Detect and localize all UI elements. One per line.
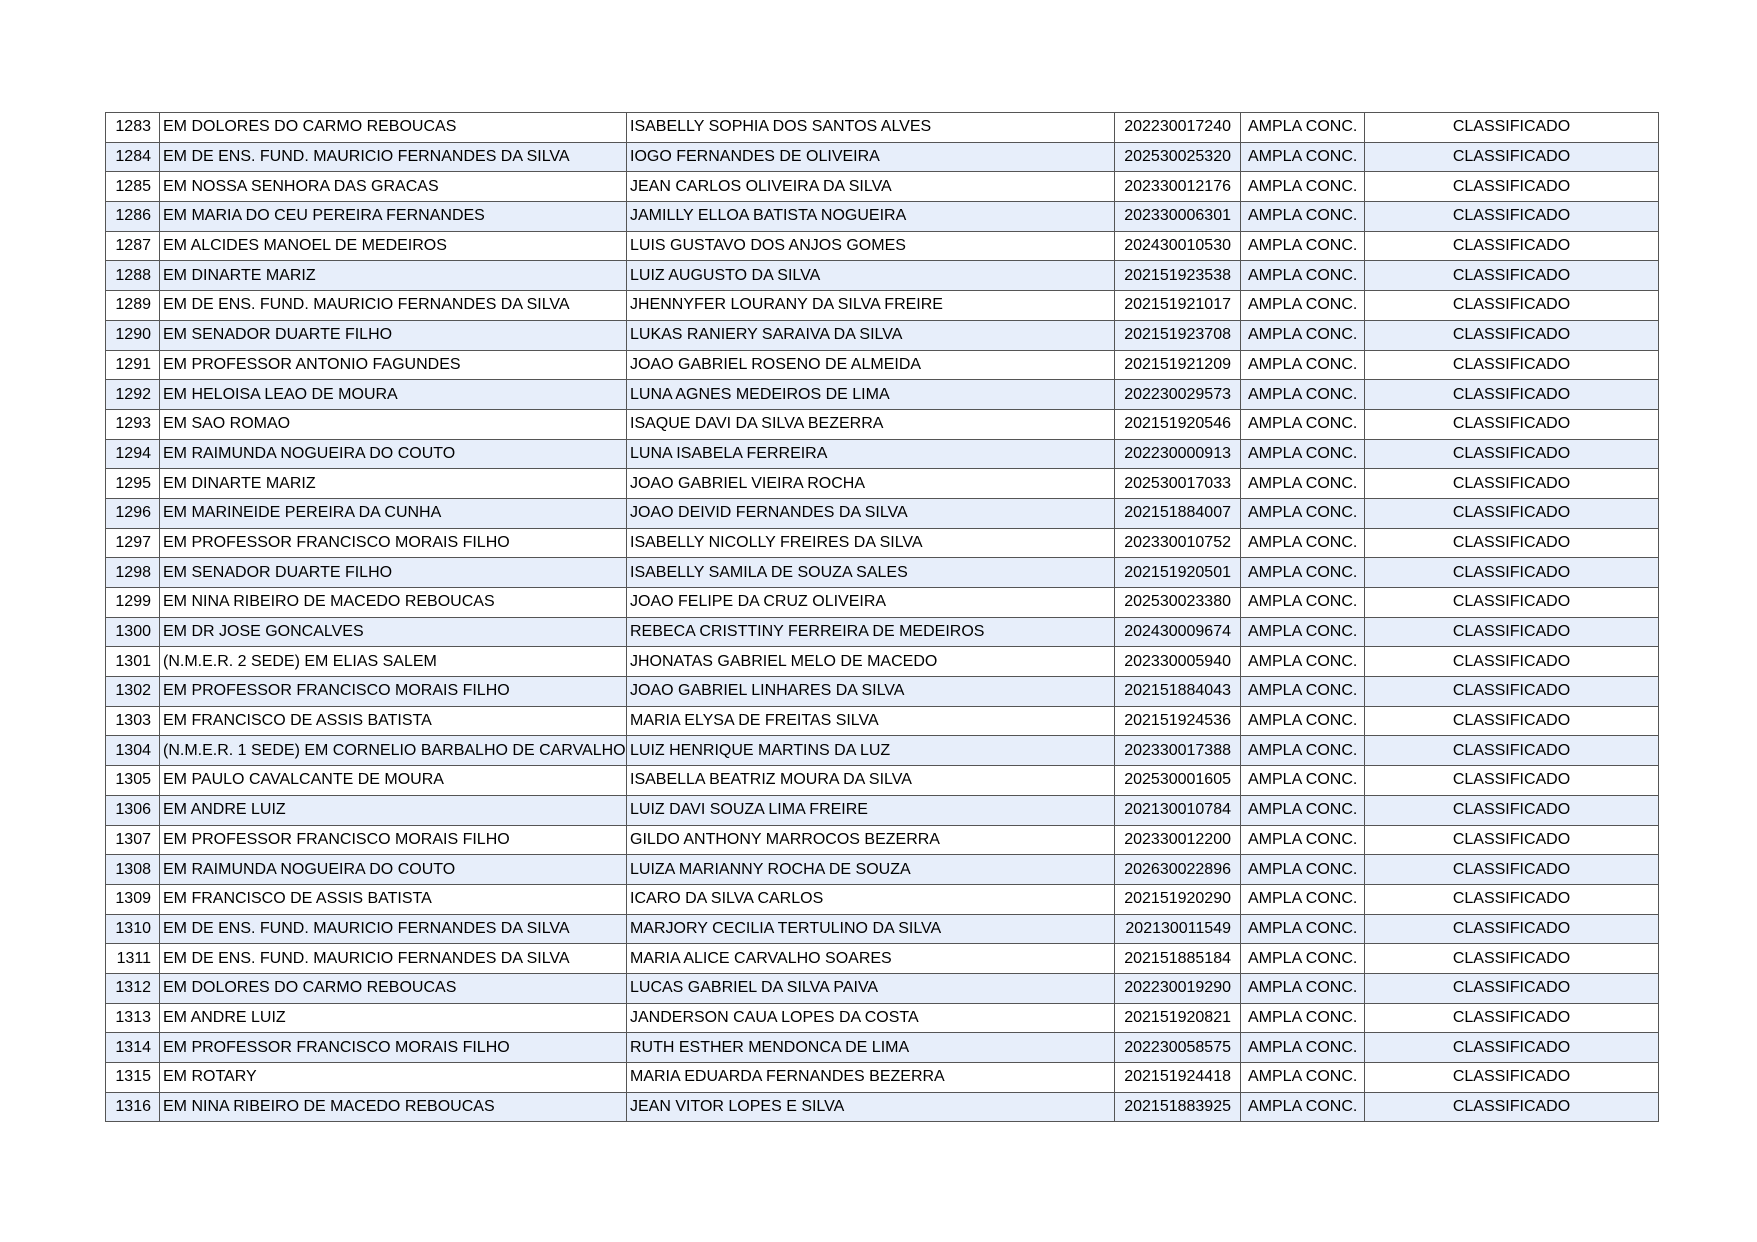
status: CLASSIFICADO xyxy=(1365,677,1659,707)
school-name: EM ANDRE LUIZ xyxy=(160,1003,627,1033)
student-name: MARJORY CECILIA TERTULINO DA SILVA xyxy=(627,914,1115,944)
status: CLASSIFICADO xyxy=(1365,291,1659,321)
student-name: MARIA ALICE CARVALHO SOARES xyxy=(627,944,1115,974)
row-number: 1295 xyxy=(106,469,160,499)
row-number: 1308 xyxy=(106,855,160,885)
status: CLASSIFICADO xyxy=(1365,1063,1659,1093)
registration-number: 202230019290 xyxy=(1115,973,1241,1003)
competition-type: AMPLA CONC. xyxy=(1241,498,1365,528)
competition-type: AMPLA CONC. xyxy=(1241,944,1365,974)
row-number: 1301 xyxy=(106,647,160,677)
registration-number: 202630022896 xyxy=(1115,855,1241,885)
school-name: EM NOSSA SENHORA DAS GRACAS xyxy=(160,172,627,202)
status: CLASSIFICADO xyxy=(1365,825,1659,855)
school-name: (N.M.E.R. 1 SEDE) EM CORNELIO BARBALHO DE CARVALHO xyxy=(160,736,627,766)
registration-number: 202151920290 xyxy=(1115,884,1241,914)
student-name: JEAN VITOR LOPES E SILVA xyxy=(627,1092,1115,1122)
registration-number: 202151883925 xyxy=(1115,1092,1241,1122)
school-name: EM PROFESSOR ANTONIO FAGUNDES xyxy=(160,350,627,380)
student-name: RUTH ESTHER MENDONCA DE LIMA xyxy=(627,1033,1115,1063)
school-name: EM NINA RIBEIRO DE MACEDO REBOUCAS xyxy=(160,1092,627,1122)
row-number: 1304 xyxy=(106,736,160,766)
status: CLASSIFICADO xyxy=(1365,498,1659,528)
registration-number: 202330006301 xyxy=(1115,202,1241,232)
competition-type: AMPLA CONC. xyxy=(1241,320,1365,350)
registration-number: 202430009674 xyxy=(1115,617,1241,647)
table-row xyxy=(106,202,1659,232)
row-number: 1289 xyxy=(106,291,160,321)
registration-number: 202530025320 xyxy=(1115,142,1241,172)
status: CLASSIFICADO xyxy=(1365,617,1659,647)
student-name: JOAO GABRIEL VIEIRA ROCHA xyxy=(627,469,1115,499)
registration-number: 202151921017 xyxy=(1115,291,1241,321)
student-name: ICARO DA SILVA CARLOS xyxy=(627,884,1115,914)
registration-number: 202530023380 xyxy=(1115,588,1241,618)
competition-type: AMPLA CONC. xyxy=(1241,588,1365,618)
table-row xyxy=(106,113,1659,143)
student-name: LUKAS RANIERY SARAIVA DA SILVA xyxy=(627,320,1115,350)
competition-type: AMPLA CONC. xyxy=(1241,914,1365,944)
status: CLASSIFICADO xyxy=(1365,706,1659,736)
row-number: 1294 xyxy=(106,439,160,469)
student-name: JOAO GABRIEL LINHARES DA SILVA xyxy=(627,677,1115,707)
student-name: ISAQUE DAVI DA SILVA BEZERRA xyxy=(627,409,1115,439)
student-name: LUIZ AUGUSTO DA SILVA xyxy=(627,261,1115,291)
table-row xyxy=(106,469,1659,499)
row-number: 1296 xyxy=(106,498,160,528)
student-name: LUCAS GABRIEL DA SILVA PAIVA xyxy=(627,973,1115,1003)
status: CLASSIFICADO xyxy=(1365,973,1659,1003)
competition-type: AMPLA CONC. xyxy=(1241,409,1365,439)
school-name: EM ANDRE LUIZ xyxy=(160,795,627,825)
school-name: EM FRANCISCO DE ASSIS BATISTA xyxy=(160,884,627,914)
student-name: LUNA AGNES MEDEIROS DE LIMA xyxy=(627,380,1115,410)
table-row xyxy=(106,766,1659,796)
school-name: EM PROFESSOR FRANCISCO MORAIS FILHO xyxy=(160,677,627,707)
competition-type: AMPLA CONC. xyxy=(1241,291,1365,321)
student-name: JOAO FELIPE DA CRUZ OLIVEIRA xyxy=(627,588,1115,618)
status: CLASSIFICADO xyxy=(1365,766,1659,796)
table-row xyxy=(106,498,1659,528)
status: CLASSIFICADO xyxy=(1365,795,1659,825)
table-row xyxy=(106,1092,1659,1122)
row-number: 1288 xyxy=(106,261,160,291)
row-number: 1284 xyxy=(106,142,160,172)
table-row xyxy=(106,291,1659,321)
student-name: GILDO ANTHONY MARROCOS BEZERRA xyxy=(627,825,1115,855)
school-name: EM DOLORES DO CARMO REBOUCAS xyxy=(160,113,627,143)
competition-type: AMPLA CONC. xyxy=(1241,855,1365,885)
school-name: EM PAULO CAVALCANTE DE MOURA xyxy=(160,766,627,796)
status: CLASSIFICADO xyxy=(1365,202,1659,232)
row-number: 1302 xyxy=(106,677,160,707)
student-name: JEAN CARLOS OLIVEIRA DA SILVA xyxy=(627,172,1115,202)
table-row xyxy=(106,588,1659,618)
competition-type: AMPLA CONC. xyxy=(1241,1063,1365,1093)
table-row xyxy=(106,884,1659,914)
student-name: ISABELLY SOPHIA DOS SANTOS ALVES xyxy=(627,113,1115,143)
school-name: EM DINARTE MARIZ xyxy=(160,469,627,499)
student-name: JANDERSON CAUA LOPES DA COSTA xyxy=(627,1003,1115,1033)
row-number: 1310 xyxy=(106,914,160,944)
competition-type: AMPLA CONC. xyxy=(1241,439,1365,469)
table-row xyxy=(106,439,1659,469)
registration-number: 202151924536 xyxy=(1115,706,1241,736)
student-name: ISABELLA BEATRIZ MOURA DA SILVA xyxy=(627,766,1115,796)
status: CLASSIFICADO xyxy=(1365,261,1659,291)
competition-type: AMPLA CONC. xyxy=(1241,1033,1365,1063)
table-row xyxy=(106,736,1659,766)
school-name: EM DE ENS. FUND. MAURICIO FERNANDES DA SILVA xyxy=(160,291,627,321)
student-name: MARIA EDUARDA FERNANDES BEZERRA xyxy=(627,1063,1115,1093)
table-row xyxy=(106,1003,1659,1033)
school-name: (N.M.E.R. 2 SEDE) EM ELIAS SALEM xyxy=(160,647,627,677)
student-name: ISABELLY SAMILA DE SOUZA SALES xyxy=(627,558,1115,588)
status: CLASSIFICADO xyxy=(1365,1092,1659,1122)
status: CLASSIFICADO xyxy=(1365,320,1659,350)
school-name: EM DOLORES DO CARMO REBOUCAS xyxy=(160,973,627,1003)
school-name: EM SENADOR DUARTE FILHO xyxy=(160,320,627,350)
table-row xyxy=(106,914,1659,944)
competition-type: AMPLA CONC. xyxy=(1241,231,1365,261)
school-name: EM PROFESSOR FRANCISCO MORAIS FILHO xyxy=(160,528,627,558)
row-number: 1293 xyxy=(106,409,160,439)
table-row xyxy=(106,320,1659,350)
status: CLASSIFICADO xyxy=(1365,1003,1659,1033)
row-number: 1297 xyxy=(106,528,160,558)
status: CLASSIFICADO xyxy=(1365,231,1659,261)
row-number: 1315 xyxy=(106,1063,160,1093)
table-row xyxy=(106,172,1659,202)
status: CLASSIFICADO xyxy=(1365,409,1659,439)
row-number: 1283 xyxy=(106,113,160,143)
competition-type: AMPLA CONC. xyxy=(1241,617,1365,647)
table-row xyxy=(106,677,1659,707)
school-name: EM FRANCISCO DE ASSIS BATISTA xyxy=(160,706,627,736)
row-number: 1287 xyxy=(106,231,160,261)
registration-number: 202151884043 xyxy=(1115,677,1241,707)
table-row xyxy=(106,647,1659,677)
registration-number: 202151920546 xyxy=(1115,409,1241,439)
table-row xyxy=(106,350,1659,380)
student-name: JOAO GABRIEL ROSENO DE ALMEIDA xyxy=(627,350,1115,380)
registration-number: 202151923708 xyxy=(1115,320,1241,350)
competition-type: AMPLA CONC. xyxy=(1241,1092,1365,1122)
competition-type: AMPLA CONC. xyxy=(1241,884,1365,914)
competition-type: AMPLA CONC. xyxy=(1241,172,1365,202)
row-number: 1312 xyxy=(106,973,160,1003)
table-row xyxy=(106,142,1659,172)
competition-type: AMPLA CONC. xyxy=(1241,677,1365,707)
student-name: JOAO DEIVID FERNANDES DA SILVA xyxy=(627,498,1115,528)
status: CLASSIFICADO xyxy=(1365,588,1659,618)
competition-type: AMPLA CONC. xyxy=(1241,647,1365,677)
table-row xyxy=(106,795,1659,825)
row-number: 1316 xyxy=(106,1092,160,1122)
school-name: EM DR JOSE GONCALVES xyxy=(160,617,627,647)
school-name: EM MARINEIDE PEREIRA DA CUNHA xyxy=(160,498,627,528)
school-name: EM PROFESSOR FRANCISCO MORAIS FILHO xyxy=(160,825,627,855)
student-name: LUIZ HENRIQUE MARTINS DA LUZ xyxy=(627,736,1115,766)
competition-type: AMPLA CONC. xyxy=(1241,706,1365,736)
school-name: EM DINARTE MARIZ xyxy=(160,261,627,291)
school-name: EM HELOISA LEAO DE MOURA xyxy=(160,380,627,410)
student-name: LUNA ISABELA FERREIRA xyxy=(627,439,1115,469)
table-row xyxy=(106,380,1659,410)
student-name: ISABELLY NICOLLY FREIRES DA SILVA xyxy=(627,528,1115,558)
status: CLASSIFICADO xyxy=(1365,944,1659,974)
registration-number: 202330005940 xyxy=(1115,647,1241,677)
school-name: EM DE ENS. FUND. MAURICIO FERNANDES DA SILVA xyxy=(160,142,627,172)
school-name: EM ALCIDES MANOEL DE MEDEIROS xyxy=(160,231,627,261)
table-row xyxy=(106,231,1659,261)
row-number: 1300 xyxy=(106,617,160,647)
status: CLASSIFICADO xyxy=(1365,914,1659,944)
table-row xyxy=(106,855,1659,885)
row-number: 1305 xyxy=(106,766,160,796)
status: CLASSIFICADO xyxy=(1365,884,1659,914)
school-name: EM RAIMUNDA NOGUEIRA DO COUTO xyxy=(160,855,627,885)
status: CLASSIFICADO xyxy=(1365,528,1659,558)
table-row xyxy=(106,825,1659,855)
school-name: EM SAO ROMAO xyxy=(160,409,627,439)
school-name: EM DE ENS. FUND. MAURICIO FERNANDES DA SILVA xyxy=(160,944,627,974)
row-number: 1313 xyxy=(106,1003,160,1033)
student-name: JAMILLY ELLOA BATISTA NOGUEIRA xyxy=(627,202,1115,232)
status: CLASSIFICADO xyxy=(1365,736,1659,766)
registration-number: 202151921209 xyxy=(1115,350,1241,380)
status: CLASSIFICADO xyxy=(1365,439,1659,469)
student-name: REBECA CRISTTINY FERREIRA DE MEDEIROS xyxy=(627,617,1115,647)
row-number: 1306 xyxy=(106,795,160,825)
registration-number: 202530017033 xyxy=(1115,469,1241,499)
registration-number: 202530001605 xyxy=(1115,766,1241,796)
row-number: 1292 xyxy=(106,380,160,410)
competition-type: AMPLA CONC. xyxy=(1241,558,1365,588)
table-row xyxy=(106,261,1659,291)
results-table xyxy=(105,112,1659,1122)
row-number: 1299 xyxy=(106,588,160,618)
registration-number: 202230017240 xyxy=(1115,113,1241,143)
school-name: EM ROTARY xyxy=(160,1063,627,1093)
row-number: 1285 xyxy=(106,172,160,202)
school-name: EM PROFESSOR FRANCISCO MORAIS FILHO xyxy=(160,1033,627,1063)
table-row xyxy=(106,706,1659,736)
status: CLASSIFICADO xyxy=(1365,1033,1659,1063)
status: CLASSIFICADO xyxy=(1365,558,1659,588)
student-name: JHONATAS GABRIEL MELO DE MACEDO xyxy=(627,647,1115,677)
row-number: 1307 xyxy=(106,825,160,855)
school-name: EM SENADOR DUARTE FILHO xyxy=(160,558,627,588)
row-number: 1286 xyxy=(106,202,160,232)
registration-number: 202130010784 xyxy=(1115,795,1241,825)
student-name: LUIS GUSTAVO DOS ANJOS GOMES xyxy=(627,231,1115,261)
row-number: 1298 xyxy=(106,558,160,588)
row-number: 1314 xyxy=(106,1033,160,1063)
table-row xyxy=(106,973,1659,1003)
competition-type: AMPLA CONC. xyxy=(1241,380,1365,410)
row-number: 1311 xyxy=(106,944,160,974)
status: CLASSIFICADO xyxy=(1365,113,1659,143)
competition-type: AMPLA CONC. xyxy=(1241,795,1365,825)
table-row xyxy=(106,528,1659,558)
competition-type: AMPLA CONC. xyxy=(1241,261,1365,291)
registration-number: 202151884007 xyxy=(1115,498,1241,528)
student-name: LUIZA MARIANNY ROCHA DE SOUZA xyxy=(627,855,1115,885)
registration-number: 202230029573 xyxy=(1115,380,1241,410)
registration-number: 202330010752 xyxy=(1115,528,1241,558)
table-row xyxy=(106,617,1659,647)
registration-number: 202330017388 xyxy=(1115,736,1241,766)
status: CLASSIFICADO xyxy=(1365,142,1659,172)
school-name: EM RAIMUNDA NOGUEIRA DO COUTO xyxy=(160,439,627,469)
status: CLASSIFICADO xyxy=(1365,350,1659,380)
student-name: JHENNYFER LOURANY DA SILVA FREIRE xyxy=(627,291,1115,321)
student-name: LUIZ DAVI SOUZA LIMA FREIRE xyxy=(627,795,1115,825)
table-row xyxy=(106,409,1659,439)
registration-number: 202230058575 xyxy=(1115,1033,1241,1063)
status: CLASSIFICADO xyxy=(1365,172,1659,202)
competition-type: AMPLA CONC. xyxy=(1241,469,1365,499)
registration-number: 202330012176 xyxy=(1115,172,1241,202)
status: CLASSIFICADO xyxy=(1365,855,1659,885)
competition-type: AMPLA CONC. xyxy=(1241,350,1365,380)
registration-number: 202151920821 xyxy=(1115,1003,1241,1033)
status: CLASSIFICADO xyxy=(1365,647,1659,677)
school-name: EM DE ENS. FUND. MAURICIO FERNANDES DA SILVA xyxy=(160,914,627,944)
registration-number: 202430010530 xyxy=(1115,231,1241,261)
registration-number: 202130011549 xyxy=(1115,914,1241,944)
row-number: 1309 xyxy=(106,884,160,914)
registration-number: 202151924418 xyxy=(1115,1063,1241,1093)
results-table-body xyxy=(106,113,1659,1122)
table-row xyxy=(106,558,1659,588)
student-name: MARIA ELYSA DE FREITAS SILVA xyxy=(627,706,1115,736)
school-name: EM MARIA DO CEU PEREIRA FERNANDES xyxy=(160,202,627,232)
registration-number: 202151923538 xyxy=(1115,261,1241,291)
student-name: IOGO FERNANDES DE OLIVEIRA xyxy=(627,142,1115,172)
table-row xyxy=(106,944,1659,974)
competition-type: AMPLA CONC. xyxy=(1241,202,1365,232)
table-row xyxy=(106,1063,1659,1093)
row-number: 1290 xyxy=(106,320,160,350)
competition-type: AMPLA CONC. xyxy=(1241,766,1365,796)
registration-number: 202230000913 xyxy=(1115,439,1241,469)
competition-type: AMPLA CONC. xyxy=(1241,528,1365,558)
competition-type: AMPLA CONC. xyxy=(1241,736,1365,766)
competition-type: AMPLA CONC. xyxy=(1241,113,1365,143)
status: CLASSIFICADO xyxy=(1365,469,1659,499)
competition-type: AMPLA CONC. xyxy=(1241,1003,1365,1033)
row-number: 1291 xyxy=(106,350,160,380)
registration-number: 202330012200 xyxy=(1115,825,1241,855)
registration-number: 202151885184 xyxy=(1115,944,1241,974)
row-number: 1303 xyxy=(106,706,160,736)
competition-type: AMPLA CONC. xyxy=(1241,825,1365,855)
school-name: EM NINA RIBEIRO DE MACEDO REBOUCAS xyxy=(160,588,627,618)
results-sheet xyxy=(105,112,1658,1122)
competition-type: AMPLA CONC. xyxy=(1241,973,1365,1003)
registration-number: 202151920501 xyxy=(1115,558,1241,588)
competition-type: AMPLA CONC. xyxy=(1241,142,1365,172)
status: CLASSIFICADO xyxy=(1365,380,1659,410)
table-row xyxy=(106,1033,1659,1063)
